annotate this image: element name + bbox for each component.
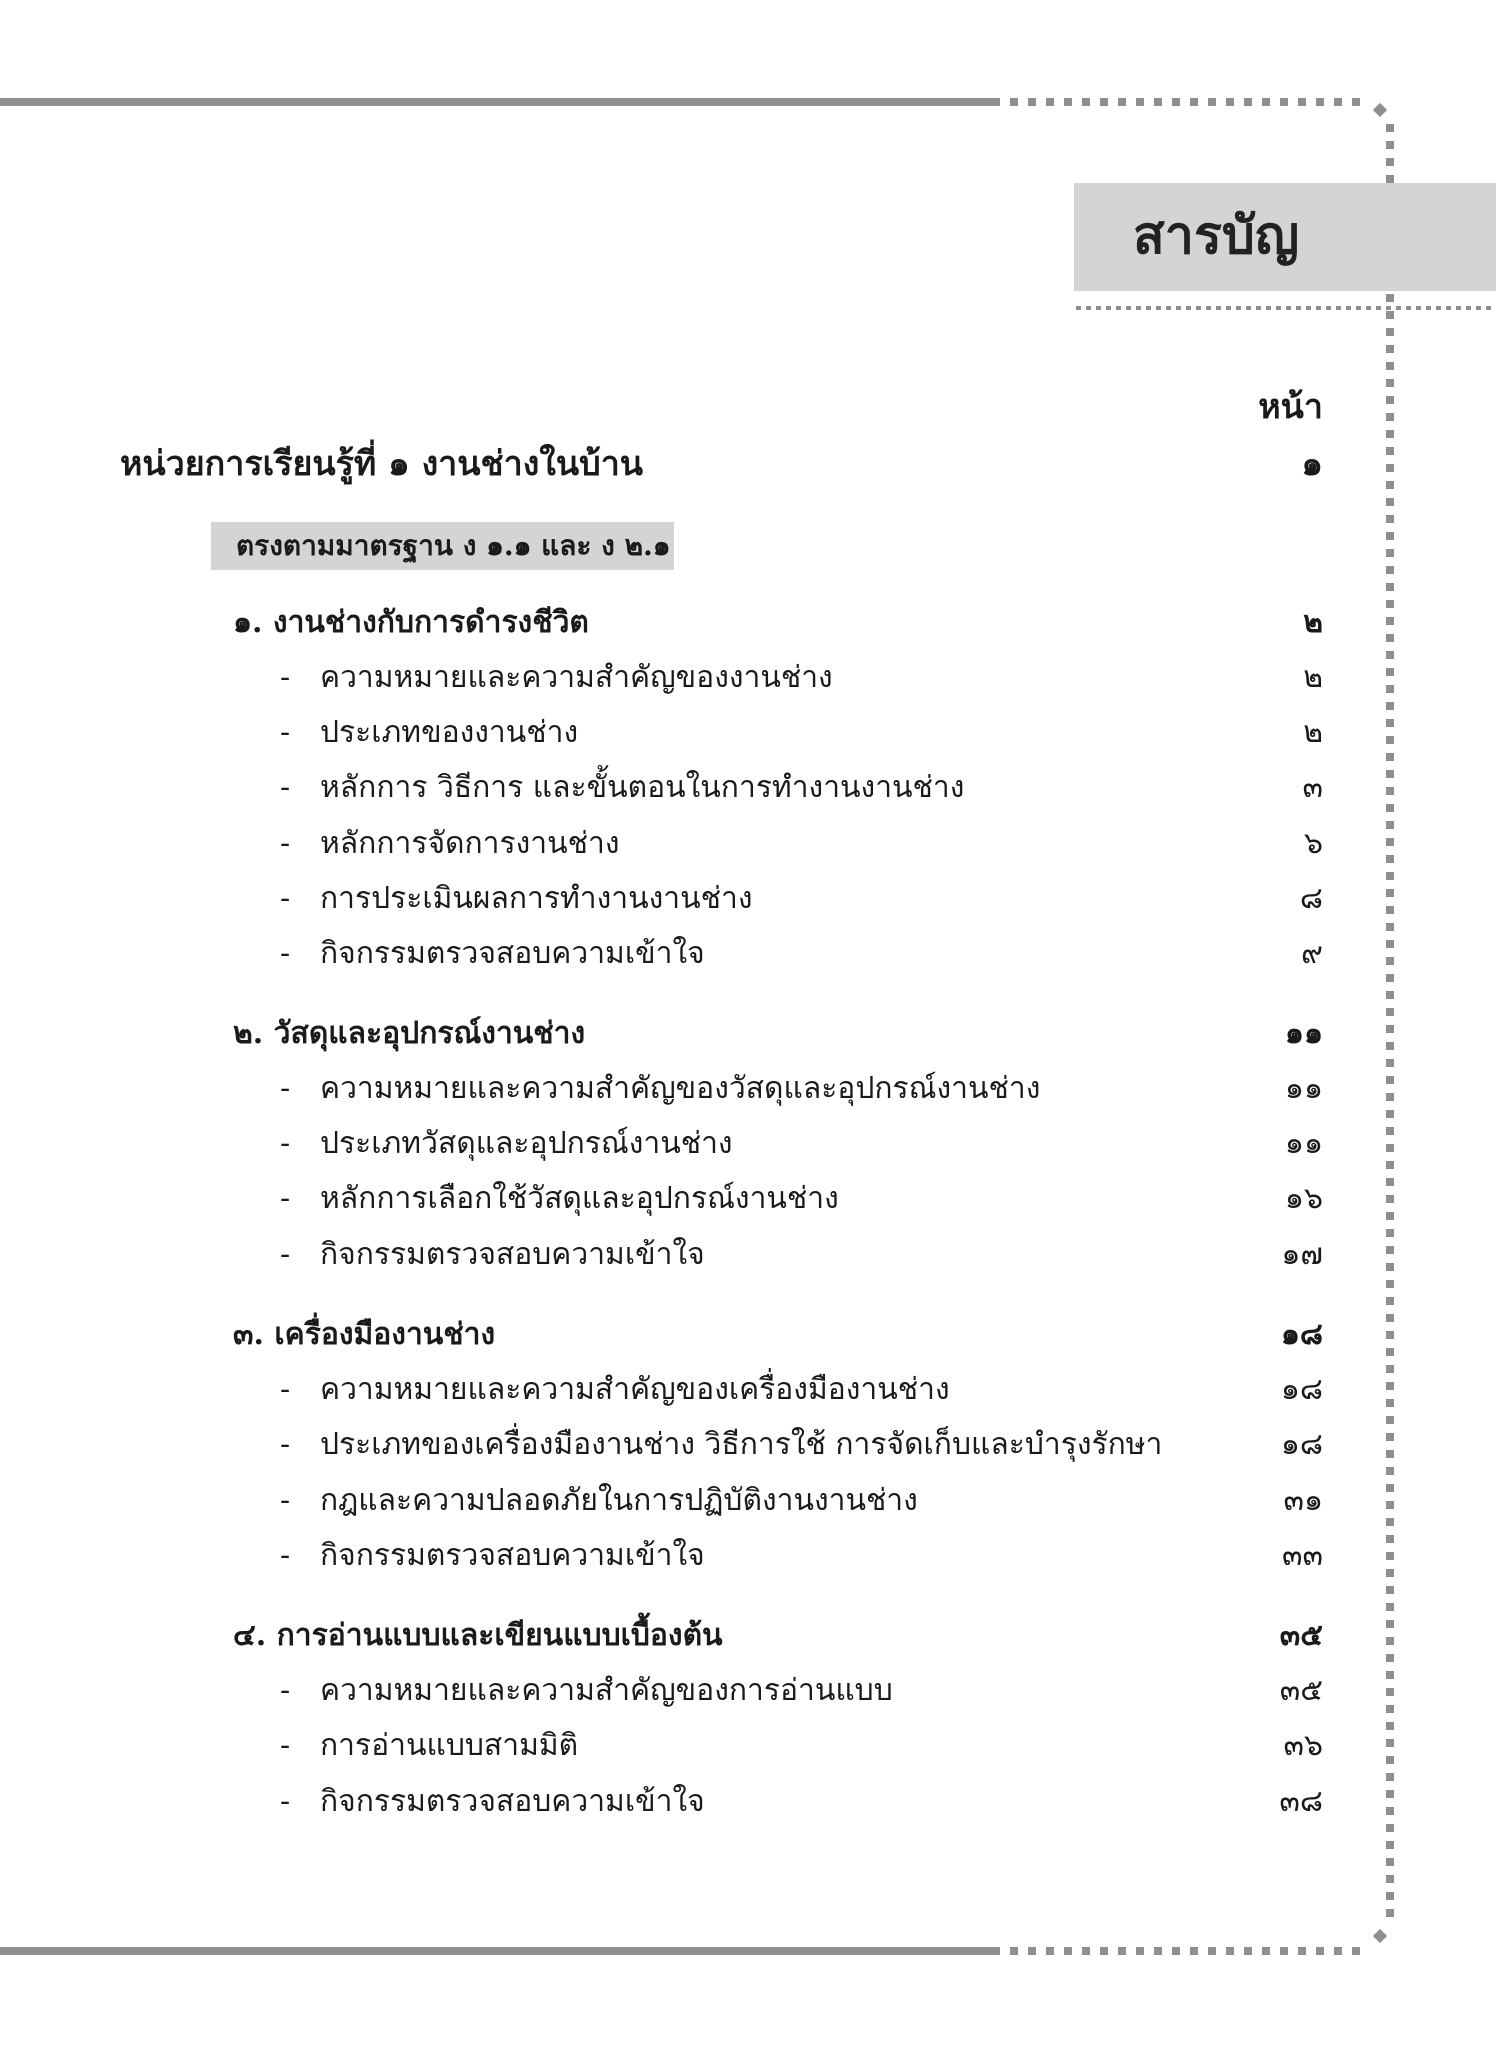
top-border-dots xyxy=(1010,98,1370,106)
toc-item-label: ความหมายและความสำคัญของเครื่องมืองานช่าง xyxy=(320,1372,950,1407)
list-bullet: - xyxy=(280,1728,291,1763)
toc-item-label: ความหมายและความสำคัญของการอ่านแบบ xyxy=(320,1673,893,1708)
page-column-header: หน้า xyxy=(1258,387,1323,427)
top-border-line xyxy=(0,98,1000,106)
toc-item-page: ๑๑ xyxy=(1284,1126,1323,1161)
toc-item-page: ๑๘ xyxy=(1280,1427,1323,1462)
list-bullet: - xyxy=(280,1538,291,1573)
toc-item-label: ประเภทของงานช่าง xyxy=(320,715,579,750)
section-title: ๓. เครื่องมืองานช่าง xyxy=(233,1317,496,1352)
section-page-number: ๑๘ xyxy=(1280,1317,1323,1352)
list-bullet: - xyxy=(280,1372,291,1407)
toc-item-page: ๒ xyxy=(1303,715,1323,750)
toc-item-label: กิจกรรมตรวจสอบความเข้าใจ xyxy=(320,1538,705,1573)
list-bullet: - xyxy=(280,1483,291,1518)
toc-item-page: ๘ xyxy=(1299,881,1323,916)
page-title: สารบัญ xyxy=(1133,206,1300,266)
list-bullet: - xyxy=(280,715,291,750)
unit-page-number: ๑ xyxy=(1301,444,1323,484)
list-bullet: - xyxy=(280,1237,291,1272)
list-bullet: - xyxy=(280,770,291,805)
bottom-border-line xyxy=(0,1947,1000,1955)
toc-item-page: ๓๖ xyxy=(1283,1728,1323,1763)
list-bullet: - xyxy=(280,1784,291,1819)
top-corner-diamond xyxy=(1373,103,1387,117)
toc-item-label: ความหมายและความสำคัญของวัสดุและอุปกรณ์งานช่าง xyxy=(320,1071,1041,1106)
toc-item-page: ๑๘ xyxy=(1280,1372,1323,1407)
list-bullet: - xyxy=(280,1427,291,1462)
right-border-dots xyxy=(1386,124,1394,1924)
list-bullet: - xyxy=(280,1071,291,1106)
toc-item-label: หลักการจัดการงานช่าง xyxy=(320,826,620,861)
list-bullet: - xyxy=(280,1126,291,1161)
section-page-number: ๒ xyxy=(1303,605,1323,640)
toc-item-label: การอ่านแบบสามมิติ xyxy=(320,1728,579,1763)
section-title: ๔. การอ่านแบบและเขียนแบบเบื้องต้น xyxy=(233,1618,723,1653)
toc-item-page: ๓๑ xyxy=(1283,1483,1323,1518)
unit-title: หน่วยการเรียนรู้ที่ ๑ งานช่างในบ้าน xyxy=(120,444,644,484)
toc-item-label: กิจกรรมตรวจสอบความเข้าใจ xyxy=(320,936,705,971)
toc-item-page: ๙ xyxy=(1301,936,1323,971)
toc-item-label: ความหมายและความสำคัญของงานช่าง xyxy=(320,660,833,695)
section-page-number: ๓๕ xyxy=(1279,1618,1323,1653)
toc-item-label: กิจกรรมตรวจสอบความเข้าใจ xyxy=(320,1784,705,1819)
section-page-number: ๑๑ xyxy=(1284,1016,1323,1051)
list-bullet: - xyxy=(280,881,291,916)
list-bullet: - xyxy=(280,1181,291,1216)
section-title: ๑. งานช่างกับการดำรงชีวิต xyxy=(233,605,589,640)
toc-item-page: ๓๕ xyxy=(1279,1673,1323,1708)
toc-item-page: ๓๓ xyxy=(1281,1538,1323,1573)
toc-item-label: ประเภทของเครื่องมืองานช่าง วิธีการใช้ การจัดเก็บและบำรุงรักษา xyxy=(320,1427,1163,1462)
toc-item-page: ๖ xyxy=(1303,826,1323,861)
toc-item-page: ๒ xyxy=(1303,660,1323,695)
toc-item-label: หลักการ วิธีการ และขั้นตอนในการทำงานงานช่าง xyxy=(320,770,965,805)
toc-item-page: ๑๑ xyxy=(1284,1071,1323,1106)
toc-item-label: กิจกรรมตรวจสอบความเข้าใจ xyxy=(320,1237,705,1272)
standards-label: ตรงตามมาตรฐาน ง ๑.๑ และ ง ๒.๑ xyxy=(236,529,671,562)
toc-item-page: ๑๖ xyxy=(1284,1181,1323,1216)
bottom-corner-diamond xyxy=(1373,1929,1387,1943)
toc-item-page: ๑๗ xyxy=(1281,1237,1323,1272)
toc-item-label: การประเมินผลการทำงานงานช่าง xyxy=(320,881,753,916)
toc-item-label: กฎและความปลอดภัยในการปฏิบัติงานงานช่าง xyxy=(320,1483,918,1518)
toc-item-label: ประเภทวัสดุและอุปกรณ์งานช่าง xyxy=(320,1126,733,1161)
list-bullet: - xyxy=(280,936,291,971)
toc-item-page: ๓ xyxy=(1302,770,1323,805)
toc-item-page: ๓๘ xyxy=(1279,1784,1323,1819)
list-bullet: - xyxy=(280,826,291,861)
title-underline xyxy=(1076,306,1496,310)
section-title: ๒. วัสดุและอุปกรณ์งานช่าง xyxy=(233,1016,586,1051)
list-bullet: - xyxy=(280,660,291,695)
toc-item-label: หลักการเลือกใช้วัสดุและอุปกรณ์งานช่าง xyxy=(320,1181,839,1216)
list-bullet: - xyxy=(280,1673,291,1708)
bottom-border-dots xyxy=(1010,1947,1370,1955)
